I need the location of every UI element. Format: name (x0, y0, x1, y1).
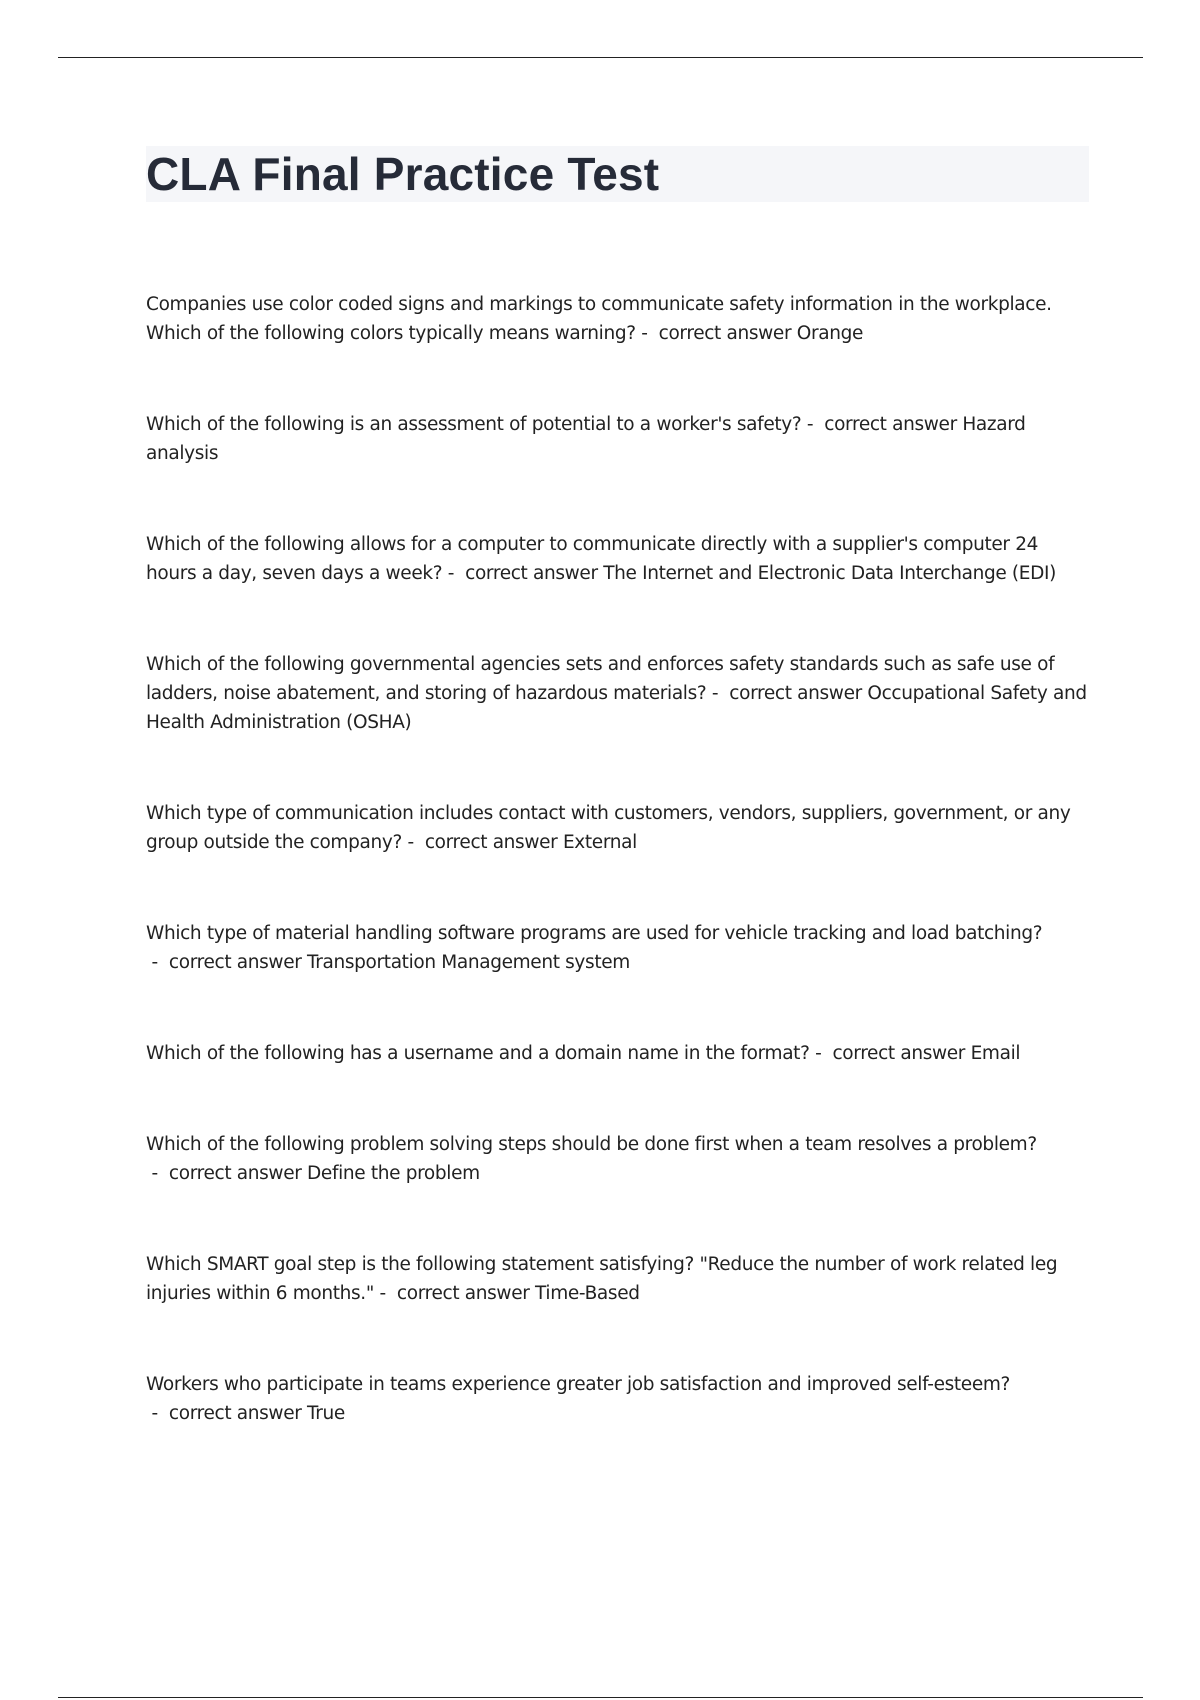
answer-text: Define the problem (307, 1163, 480, 1184)
answer-text: Transportation Management system (307, 952, 630, 973)
question-text: Which of the following has a username and a domain name in the format? (146, 1043, 810, 1064)
answer-separator: - correct answer (442, 563, 604, 584)
question-text: Which of the following governmental agencies sets and enforces safety standards such as safe use of ladders, noise abatement, and storing of hazardous materials? (146, 654, 1055, 704)
answer-separator: - correct answer (401, 832, 563, 853)
question-item (146, 1130, 1091, 1188)
answer-separator: - correct answer (146, 1403, 308, 1424)
top-divider (58, 57, 1143, 58)
question-item (146, 650, 1091, 737)
question-text: Workers who participate in teams experience greater job satisfaction and improved self-esteem? (146, 1374, 1010, 1395)
answer-separator: - correct answer (809, 1043, 971, 1064)
answer-text: Time-Based (535, 1283, 640, 1304)
answer-text: The Internet and Electronic Data Interchange (EDI) (603, 563, 1056, 584)
bottom-divider (58, 1697, 1143, 1698)
answer-text: True (307, 1403, 345, 1424)
question-text: Which of the following problem solving steps should be done first when a team resolves a problem? (146, 1134, 1037, 1155)
question-item (146, 799, 1091, 857)
answer-text: External (562, 832, 637, 853)
question-text: Which of the following allows for a computer to communicate directly with a supplier's computer 24 hours a day, seven days a week? (146, 534, 1039, 584)
answer-text: Occupational Safety and Health Administration (OSHA) (146, 683, 1087, 733)
title-banner (146, 146, 1089, 202)
answer-separator: - correct answer (801, 414, 963, 435)
question-list (146, 290, 1091, 1490)
question-item (146, 530, 1091, 588)
question-item (146, 1370, 1091, 1428)
answer-separator: - correct answer (146, 952, 308, 973)
question-text: Which type of communication includes contact with customers, vendors, suppliers, government, or any group outside the company? (146, 803, 1071, 853)
question-item (146, 1250, 1091, 1308)
answer-separator: - correct answer (706, 683, 868, 704)
question-item (146, 919, 1091, 977)
question-text: Which type of material handling software programs are used for vehicle tracking and load batching? (146, 923, 1043, 944)
question-item (146, 1039, 1091, 1068)
answer-text: Hazard analysis (146, 414, 1026, 464)
question-text: Companies use color coded signs and markings to communicate safety information in the workplace. Which of the following colors typically means warning? (146, 294, 1052, 344)
question-item (146, 410, 1091, 468)
answer-separator: - correct answer (635, 323, 797, 344)
answer-text: Orange (796, 323, 863, 344)
answer-separator: - correct answer (146, 1163, 308, 1184)
answer-text: Email (970, 1043, 1021, 1064)
answer-separator: - correct answer (374, 1283, 536, 1304)
page-title: CLA Final Practice Test (146, 148, 660, 200)
question-item (146, 290, 1091, 348)
question-text: Which SMART goal step is the following statement satisfying? "Reduce the number of work related leg injuries within 6 months." (146, 1254, 1058, 1304)
question-text: Which of the following is an assessment of potential to a worker's safety? (146, 414, 802, 435)
